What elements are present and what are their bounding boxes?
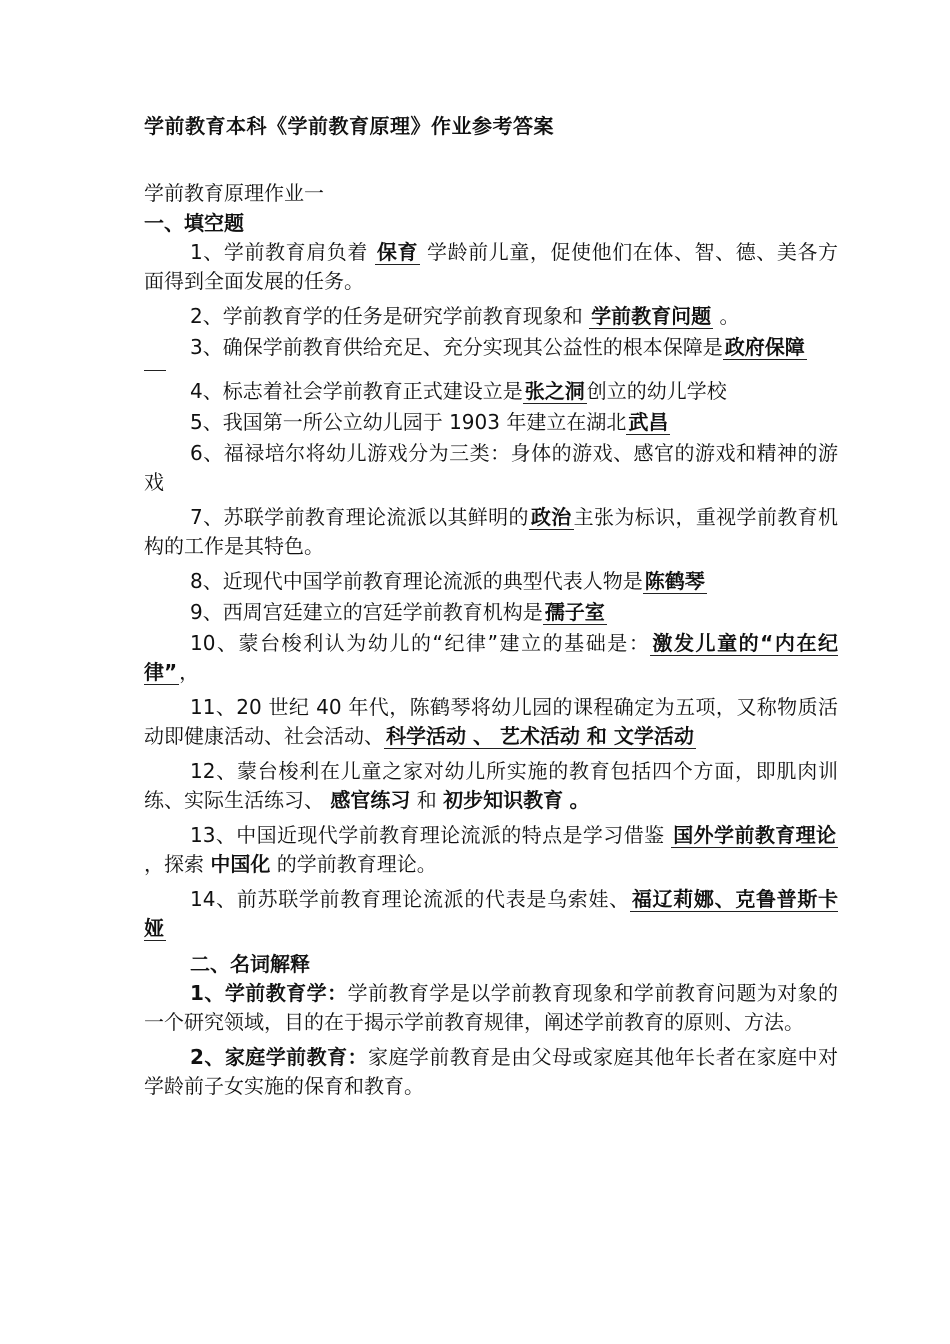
fill-item-8: 8、近现代中国学前教育理论流派的典型代表人物是 陈鹤琴 xyxy=(190,569,705,593)
document-title: 学前教育本科《学前教育原理》作业参考答案 xyxy=(144,114,554,138)
answer: 感官练习 xyxy=(330,788,411,812)
answer: 政治 xyxy=(530,505,572,529)
fill-item-9: 9、西周宫廷建立的宫廷学前教育机构是 孺子室 xyxy=(190,600,605,624)
term-item-2 xyxy=(144,1043,838,1101)
fill-item-1: 1、学前教育肩负着 保育 学龄前儿童，促使他们在体、智、德、美各方面得到全面发展的任务。 xyxy=(144,240,839,293)
term-item-1 xyxy=(144,979,838,1037)
answer: 保育 xyxy=(376,240,419,264)
answer: 科学活动 、 艺术活动 和 文学活动 xyxy=(386,724,694,748)
answer: 陈鹤琴 xyxy=(644,569,705,593)
term-definition: 家庭学前教育是由父母或家庭其他年长者在家庭中对学龄前子女实施的保育和教育。 xyxy=(144,1045,839,1098)
answer: 张之洞 xyxy=(524,379,585,403)
answer-underline xyxy=(144,360,166,371)
answer: 学前教育问题 xyxy=(591,304,712,328)
fill-item-13: 13、中国近现代学前教育理论流派的特点是学习借鉴 国外学前教育理论 ，探索 中国化 的学前教育理论。 xyxy=(144,823,837,876)
section-heading-fill-blank: 一、填空题 xyxy=(144,211,244,235)
term-label: 1、学前教育学： xyxy=(190,981,348,1005)
assignment-subtitle: 学前教育原理作业一 xyxy=(144,181,324,205)
fill-item-14: 14、前苏联学前教育理论流派的代表是乌索娃、 福辽莉娜、克鲁普斯卡娅 xyxy=(144,887,839,940)
answer: 武昌 xyxy=(628,410,669,434)
term-label: 2、家庭学前教育： xyxy=(190,1045,369,1069)
term-definition: 学前教育学是以学前教育现象和学前教育问题为对象的一个研究领域，目的在于揭示学前教育规律，阐述学前教育的原则、方法。 xyxy=(144,981,839,1034)
document-page xyxy=(144,110,838,1107)
fill-item-5: 5、我国第一所公立幼儿园于 1903 年建立在湖北 武昌 xyxy=(190,410,669,434)
fill-item-10: 10、蒙台梭利认为幼儿的“纪律”建立的基础是： 激发儿童的“内在纪律” ， xyxy=(144,631,838,684)
fill-item-11: 11、20 世纪 40 年代，陈鹤琴将幼儿园的课程确定为五项，又称物质活动即健康活动、社会活动、 科学活动 、 艺术活动 和 文学活动 xyxy=(144,695,838,748)
answer: 孺子室 xyxy=(544,600,605,624)
fill-item-2: 2、学前教育学的任务是研究学前教育现象和 学前教育问题 。 xyxy=(190,304,740,328)
fill-item-7: 7、苏联学前教育理论流派以其鲜明的 政治 主张为标识，重视学前教育机构的工作是其特色。 xyxy=(144,505,839,558)
fill-item-4: 4、标志着社会学前教育正式建设立是 张之洞 创立的幼儿学校 xyxy=(190,379,727,403)
fill-item-12: 12、蒙台梭利在儿童之家对幼儿所实施的教育包括四个方面，即肌肉训练、实际生活练习、 感官练习 和 初步知识教育 。 xyxy=(144,759,838,812)
answer: 福辽莉娜、克鲁普斯卡娅 xyxy=(144,887,839,940)
answer: 政府保障 xyxy=(724,335,805,359)
answer: 国外学前教育理论 xyxy=(673,823,837,847)
answer: 初步知识教育 xyxy=(443,788,564,812)
fill-item-6: 6、福禄培尔将幼儿游戏分为三类：身体的游戏、感官的游戏和精神的游戏 xyxy=(144,441,838,494)
answer: 激发儿童的“内在纪律” xyxy=(144,631,838,684)
fill-item-3: 3、确保学前教育供给充足、充分实现其公益性的根本保障是 政府保障 xyxy=(190,335,805,359)
answer: 中国化 xyxy=(210,852,271,876)
section-heading-terms: 二、名词解释 xyxy=(190,952,310,976)
